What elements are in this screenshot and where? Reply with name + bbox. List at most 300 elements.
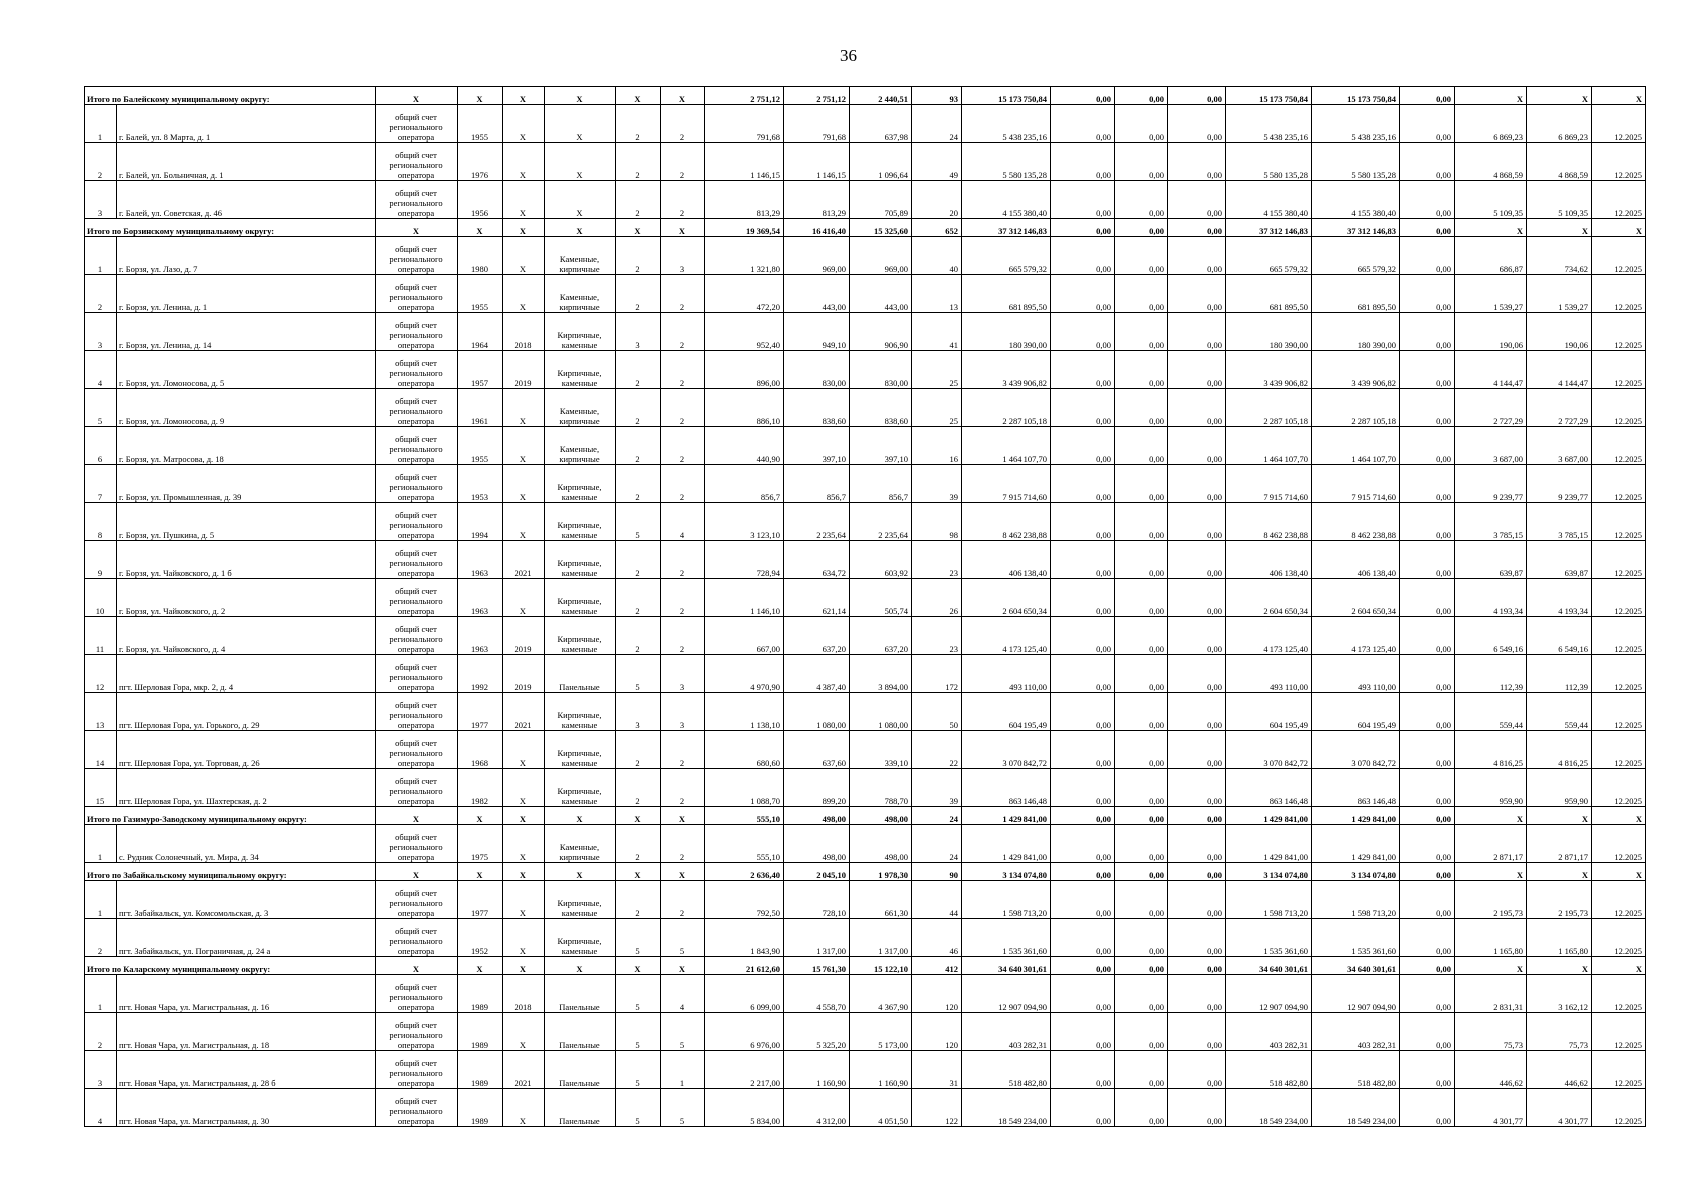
cell-area-residential: 397,10 <box>850 427 912 465</box>
cell-cost-regional: 0,00 <box>1115 919 1168 957</box>
cell-cost-federal: 0,00 <box>1051 1013 1115 1051</box>
cell-wall-material: Кирпичные, каменные <box>545 313 616 351</box>
cell-area-premises: 813,29 <box>784 181 850 219</box>
cell-year-built: 1989 <box>458 1051 503 1089</box>
cell-address: пгт. Забайкальск, ул. Комсомольская, д. 3 <box>117 881 376 919</box>
cell-area-residential: 856,7 <box>850 465 912 503</box>
cell-cost-total: 4 155 380,40 <box>962 181 1051 219</box>
cell-cost-owners: 3 439 906,82 <box>1226 351 1312 389</box>
cell-floors: 5 <box>616 1089 661 1127</box>
subtotal-label: Итого по Забайкальскому муниципальному округу: <box>85 863 376 881</box>
cell-fund-method: общий счет регионального оператора <box>376 731 458 769</box>
cell-area-premises: 397,10 <box>784 427 850 465</box>
cell-cost-owners: 406 138,40 <box>1226 541 1312 579</box>
cell-cost-owners: 5 580 135,28 <box>1226 143 1312 181</box>
cell-cost-total: 180 390,00 <box>962 313 1051 351</box>
cell-floors: 2 <box>616 143 661 181</box>
cell-year-built: 1963 <box>458 541 503 579</box>
cell-cost-other: 0,00 <box>1400 181 1455 219</box>
cell-residents: 13 <box>912 275 962 313</box>
cell-year-built: 1982 <box>458 769 503 807</box>
cell-row-number: 2 <box>85 1013 117 1051</box>
cell-cost-total-2: 2 287 105,18 <box>1312 389 1400 427</box>
cell-fund-method: общий счет регионального оператора <box>376 237 458 275</box>
cell-total-area: 680,60 <box>705 731 784 769</box>
cell-cost-federal: 0,00 <box>1051 181 1115 219</box>
cell-deadline: 12.2025 <box>1592 975 1646 1013</box>
cell-year-built: X <box>458 219 503 237</box>
cell-year-repair: X <box>503 769 545 807</box>
cell-cost-regional: 0,00 <box>1115 655 1168 693</box>
cell-total-area: 813,29 <box>705 181 784 219</box>
cell-entrances: 2 <box>661 275 705 313</box>
cell-year-built: 1956 <box>458 181 503 219</box>
cell-total-area: 6 099,00 <box>705 975 784 1013</box>
cell-total-area: 1 088,70 <box>705 769 784 807</box>
cell-area-premises: 838,60 <box>784 389 850 427</box>
cell-cost-total-2: 1 464 107,70 <box>1312 427 1400 465</box>
cell-cost-federal: 0,00 <box>1051 693 1115 731</box>
cell-cost-total: 1 598 713,20 <box>962 881 1051 919</box>
cell-entrances: 2 <box>661 769 705 807</box>
cell-residents: 23 <box>912 617 962 655</box>
cell-address: пгт. Шерловая Гора, ул. Шахтерская, д. 2 <box>117 769 376 807</box>
cell-cost-total: 493 110,00 <box>962 655 1051 693</box>
cell-cost-local: 0,00 <box>1168 389 1226 427</box>
cell-residents: 122 <box>912 1089 962 1127</box>
cell-limit-cost: 3 162,12 <box>1527 975 1592 1013</box>
cell-area-residential: 1 978,30 <box>850 863 912 881</box>
table-row <box>85 617 1646 655</box>
cell-area-premises: 728,10 <box>784 881 850 919</box>
cell-deadline: 12.2025 <box>1592 731 1646 769</box>
cell-cost-total: 665 579,32 <box>962 237 1051 275</box>
cell-limit-cost: 446,62 <box>1527 1051 1592 1089</box>
cell-cost-total: 12 907 094,90 <box>962 975 1051 1013</box>
cell-area-premises: 1 080,00 <box>784 693 850 731</box>
cell-cost-local: 0,00 <box>1168 275 1226 313</box>
cell-cost-federal: 0,00 <box>1051 1089 1115 1127</box>
table-row <box>85 541 1646 579</box>
cell-total-area: 1 138,10 <box>705 693 784 731</box>
cell-unit-cost: 5 109,35 <box>1455 181 1527 219</box>
housing-repair-register-table <box>84 86 1646 1127</box>
cell-address: г. Борзя, ул. Пушкина, д. 5 <box>117 503 376 541</box>
cell-wall-material: Кирпичные, каменные <box>545 731 616 769</box>
cell-cost-total-2: 8 462 238,88 <box>1312 503 1400 541</box>
cell-cost-regional: 0,00 <box>1115 181 1168 219</box>
cell-entrances: 2 <box>661 881 705 919</box>
cell-total-area: 472,20 <box>705 275 784 313</box>
cell-cost-other: 0,00 <box>1400 219 1455 237</box>
cell-cost-local: 0,00 <box>1168 237 1226 275</box>
cell-residents: 50 <box>912 693 962 731</box>
subtotal-label: Итого по Газимуро-Заводскому муниципальному округу: <box>85 807 376 825</box>
cell-year-repair: X <box>503 427 545 465</box>
cell-floors: X <box>616 957 661 975</box>
cell-year-built: 1989 <box>458 975 503 1013</box>
cell-area-residential: 969,00 <box>850 237 912 275</box>
cell-area-premises: 1 146,15 <box>784 143 850 181</box>
cell-residents: 39 <box>912 465 962 503</box>
cell-deadline: 12.2025 <box>1592 1013 1646 1051</box>
cell-cost-federal: 0,00 <box>1051 769 1115 807</box>
cell-area-residential: 661,30 <box>850 881 912 919</box>
cell-cost-federal: 0,00 <box>1051 389 1115 427</box>
cell-cost-total-2: 37 312 146,83 <box>1312 219 1400 237</box>
cell-cost-owners: 681 895,50 <box>1226 275 1312 313</box>
cell-cost-total-2: 1 535 361,60 <box>1312 919 1400 957</box>
cell-fund-method: общий счет регионального оператора <box>376 351 458 389</box>
cell-residents: 412 <box>912 957 962 975</box>
cell-area-premises: 443,00 <box>784 275 850 313</box>
cell-year-repair: 2019 <box>503 655 545 693</box>
cell-cost-regional: 0,00 <box>1115 863 1168 881</box>
cell-residents: 23 <box>912 541 962 579</box>
cell-area-premises: 2 751,12 <box>784 87 850 105</box>
cell-entrances: 5 <box>661 919 705 957</box>
cell-year-repair: X <box>503 181 545 219</box>
cell-limit-cost: 75,73 <box>1527 1013 1592 1051</box>
cell-wall-material: Кирпичные, каменные <box>545 503 616 541</box>
cell-cost-local: 0,00 <box>1168 825 1226 863</box>
cell-cost-other: 0,00 <box>1400 579 1455 617</box>
cell-cost-total-2: 1 429 841,00 <box>1312 807 1400 825</box>
cell-limit-cost: X <box>1527 219 1592 237</box>
cell-area-residential: 788,70 <box>850 769 912 807</box>
subtotal-label: Итого по Каларскому муниципальному округу: <box>85 957 376 975</box>
cell-wall-material: Панельные <box>545 1089 616 1127</box>
cell-limit-cost: 3 687,00 <box>1527 427 1592 465</box>
cell-limit-cost: 4 301,77 <box>1527 1089 1592 1127</box>
cell-cost-other: 0,00 <box>1400 143 1455 181</box>
cell-cost-regional: 0,00 <box>1115 957 1168 975</box>
cell-cost-other: 0,00 <box>1400 503 1455 541</box>
cell-entrances: 2 <box>661 825 705 863</box>
cell-cost-total-2: 3 070 842,72 <box>1312 731 1400 769</box>
cell-cost-total: 18 549 234,00 <box>962 1089 1051 1127</box>
cell-cost-federal: 0,00 <box>1051 275 1115 313</box>
cell-unit-cost: 190,06 <box>1455 313 1527 351</box>
cell-cost-local: 0,00 <box>1168 731 1226 769</box>
table-row <box>85 769 1646 807</box>
cell-residents: 93 <box>912 87 962 105</box>
cell-address: г. Борзя, ул. Лазо, д. 7 <box>117 237 376 275</box>
cell-year-repair: X <box>503 731 545 769</box>
cell-deadline: 12.2025 <box>1592 181 1646 219</box>
cell-unit-cost: 959,90 <box>1455 769 1527 807</box>
cell-cost-local: 0,00 <box>1168 87 1226 105</box>
cell-year-built: 1953 <box>458 465 503 503</box>
cell-cost-total-2: 3 439 906,82 <box>1312 351 1400 389</box>
cell-year-repair: X <box>503 389 545 427</box>
cell-entrances: 2 <box>661 313 705 351</box>
cell-wall-material: Каменные, кирпичные <box>545 389 616 427</box>
cell-cost-other: 0,00 <box>1400 1089 1455 1127</box>
cell-year-repair: X <box>503 579 545 617</box>
cell-cost-total-2: 4 155 380,40 <box>1312 181 1400 219</box>
cell-limit-cost: 6 549,16 <box>1527 617 1592 655</box>
table-row <box>85 731 1646 769</box>
cell-unit-cost: 2 871,17 <box>1455 825 1527 863</box>
cell-unit-cost: 4 144,47 <box>1455 351 1527 389</box>
cell-unit-cost: 6 869,23 <box>1455 105 1527 143</box>
cell-total-area: 5 834,00 <box>705 1089 784 1127</box>
table-row <box>85 975 1646 1013</box>
cell-cost-regional: 0,00 <box>1115 807 1168 825</box>
cell-wall-material: Кирпичные, каменные <box>545 579 616 617</box>
cell-cost-regional: 0,00 <box>1115 1013 1168 1051</box>
cell-area-residential: 505,74 <box>850 579 912 617</box>
cell-cost-total: 3 134 074,80 <box>962 863 1051 881</box>
cell-fund-method: общий счет регионального оператора <box>376 881 458 919</box>
cell-wall-material: X <box>545 219 616 237</box>
cell-deadline: 12.2025 <box>1592 881 1646 919</box>
cell-row-number: 7 <box>85 465 117 503</box>
cell-cost-owners: 7 915 714,60 <box>1226 465 1312 503</box>
cell-entrances: 2 <box>661 731 705 769</box>
cell-cost-total: 5 580 135,28 <box>962 143 1051 181</box>
cell-cost-federal: 0,00 <box>1051 313 1115 351</box>
cell-area-premises: 637,20 <box>784 617 850 655</box>
cell-fund-method: общий счет регионального оператора <box>376 1013 458 1051</box>
cell-year-built: 1994 <box>458 503 503 541</box>
cell-cost-federal: 0,00 <box>1051 87 1115 105</box>
cell-entrances: 3 <box>661 237 705 275</box>
cell-address: г. Борзя, ул. Чайковского, д. 4 <box>117 617 376 655</box>
cell-limit-cost: 559,44 <box>1527 693 1592 731</box>
cell-floors: 5 <box>616 975 661 1013</box>
cell-limit-cost: 2 871,17 <box>1527 825 1592 863</box>
cell-total-area: 555,10 <box>705 807 784 825</box>
cell-limit-cost: 190,06 <box>1527 313 1592 351</box>
cell-area-residential: 838,60 <box>850 389 912 427</box>
cell-unit-cost: 3 687,00 <box>1455 427 1527 465</box>
cell-cost-federal: 0,00 <box>1051 825 1115 863</box>
cell-cost-other: 0,00 <box>1400 655 1455 693</box>
cell-deadline: X <box>1592 219 1646 237</box>
cell-entrances: 2 <box>661 105 705 143</box>
cell-year-repair: 2019 <box>503 617 545 655</box>
cell-cost-local: 0,00 <box>1168 769 1226 807</box>
cell-cost-total-2: 518 482,80 <box>1312 1051 1400 1089</box>
cell-area-residential: 637,98 <box>850 105 912 143</box>
cell-cost-other: 0,00 <box>1400 769 1455 807</box>
cell-cost-owners: 2 287 105,18 <box>1226 389 1312 427</box>
cell-cost-local: 0,00 <box>1168 1013 1226 1051</box>
cell-cost-total: 3 070 842,72 <box>962 731 1051 769</box>
cell-limit-cost: X <box>1527 87 1592 105</box>
cell-fund-method: X <box>376 957 458 975</box>
cell-cost-regional: 0,00 <box>1115 219 1168 237</box>
cell-entrances: X <box>661 807 705 825</box>
cell-deadline: X <box>1592 957 1646 975</box>
table-row <box>85 579 1646 617</box>
cell-row-number: 1 <box>85 237 117 275</box>
cell-floors: 2 <box>616 427 661 465</box>
cell-unit-cost: 2 195,73 <box>1455 881 1527 919</box>
cell-entrances: 2 <box>661 541 705 579</box>
cell-residents: 41 <box>912 313 962 351</box>
cell-floors: 2 <box>616 769 661 807</box>
cell-year-repair: X <box>503 143 545 181</box>
cell-fund-method: общий счет регионального оператора <box>376 975 458 1013</box>
cell-cost-regional: 0,00 <box>1115 87 1168 105</box>
cell-area-premises: 637,60 <box>784 731 850 769</box>
cell-cost-total: 681 895,50 <box>962 275 1051 313</box>
cell-area-residential: 2 235,64 <box>850 503 912 541</box>
cell-cost-local: 0,00 <box>1168 975 1226 1013</box>
cell-limit-cost: 959,90 <box>1527 769 1592 807</box>
cell-cost-regional: 0,00 <box>1115 313 1168 351</box>
cell-cost-owners: 4 173 125,40 <box>1226 617 1312 655</box>
cell-cost-federal: 0,00 <box>1051 237 1115 275</box>
cell-limit-cost: 5 109,35 <box>1527 181 1592 219</box>
cell-total-area: 1 146,10 <box>705 579 784 617</box>
cell-cost-owners: 34 640 301,61 <box>1226 957 1312 975</box>
cell-year-repair: X <box>503 825 545 863</box>
cell-limit-cost: 1 539,27 <box>1527 275 1592 313</box>
cell-cost-regional: 0,00 <box>1115 975 1168 1013</box>
table-row <box>85 181 1646 219</box>
cell-area-premises: 899,20 <box>784 769 850 807</box>
cell-area-residential: 1 080,00 <box>850 693 912 731</box>
cell-cost-local: 0,00 <box>1168 655 1226 693</box>
cell-cost-total: 15 173 750,84 <box>962 87 1051 105</box>
cell-unit-cost: 4 193,34 <box>1455 579 1527 617</box>
cell-residents: 22 <box>912 731 962 769</box>
cell-deadline: 12.2025 <box>1592 313 1646 351</box>
cell-row-number: 2 <box>85 919 117 957</box>
cell-cost-federal: 0,00 <box>1051 1051 1115 1089</box>
cell-total-area: 440,90 <box>705 427 784 465</box>
cell-area-residential: 443,00 <box>850 275 912 313</box>
cell-cost-other: 0,00 <box>1400 881 1455 919</box>
cell-cost-other: 0,00 <box>1400 465 1455 503</box>
cell-unit-cost: 559,44 <box>1455 693 1527 731</box>
cell-cost-regional: 0,00 <box>1115 881 1168 919</box>
cell-year-built: 1961 <box>458 389 503 427</box>
cell-cost-other: 0,00 <box>1400 541 1455 579</box>
cell-cost-local: 0,00 <box>1168 579 1226 617</box>
cell-area-premises: 1 317,00 <box>784 919 850 957</box>
cell-cost-other: 0,00 <box>1400 1051 1455 1089</box>
cell-wall-material: Каменные, кирпичные <box>545 237 616 275</box>
cell-residents: 39 <box>912 769 962 807</box>
cell-area-premises: 621,14 <box>784 579 850 617</box>
cell-area-residential: 339,10 <box>850 731 912 769</box>
cell-area-premises: 634,72 <box>784 541 850 579</box>
cell-cost-total: 8 462 238,88 <box>962 503 1051 541</box>
cell-floors: X <box>616 219 661 237</box>
cell-cost-owners: 493 110,00 <box>1226 655 1312 693</box>
cell-unit-cost: 75,73 <box>1455 1013 1527 1051</box>
cell-total-area: 1 146,15 <box>705 143 784 181</box>
cell-cost-regional: 0,00 <box>1115 465 1168 503</box>
cell-area-residential: 498,00 <box>850 807 912 825</box>
cell-unit-cost: X <box>1455 807 1527 825</box>
cell-entrances: 2 <box>661 143 705 181</box>
cell-cost-total: 1 429 841,00 <box>962 807 1051 825</box>
cell-cost-federal: 0,00 <box>1051 105 1115 143</box>
cell-deadline: 12.2025 <box>1592 1089 1646 1127</box>
table-row <box>85 313 1646 351</box>
cell-cost-local: 0,00 <box>1168 313 1226 351</box>
cell-address: пгт. Новая Чара, ул. Магистральная, д. 30 <box>117 1089 376 1127</box>
cell-row-number: 5 <box>85 389 117 427</box>
cell-cost-owners: 518 482,80 <box>1226 1051 1312 1089</box>
cell-wall-material: Каменные, кирпичные <box>545 825 616 863</box>
cell-cost-owners: 604 195,49 <box>1226 693 1312 731</box>
cell-cost-local: 0,00 <box>1168 465 1226 503</box>
cell-cost-owners: 18 549 234,00 <box>1226 1089 1312 1127</box>
cell-cost-local: 0,00 <box>1168 427 1226 465</box>
cell-cost-local: 0,00 <box>1168 143 1226 181</box>
cell-cost-regional: 0,00 <box>1115 617 1168 655</box>
cell-address: г. Борзя, ул. Промышленная, д. 39 <box>117 465 376 503</box>
cell-wall-material: X <box>545 863 616 881</box>
cell-entrances: 3 <box>661 655 705 693</box>
cell-limit-cost: 6 869,23 <box>1527 105 1592 143</box>
cell-cost-federal: 0,00 <box>1051 503 1115 541</box>
cell-total-area: 886,10 <box>705 389 784 427</box>
cell-cost-total: 2 287 105,18 <box>962 389 1051 427</box>
cell-total-area: 555,10 <box>705 825 784 863</box>
cell-cost-other: 0,00 <box>1400 825 1455 863</box>
cell-cost-other: 0,00 <box>1400 275 1455 313</box>
cell-address: пгт. Новая Чара, ул. Магистральная, д. 16 <box>117 975 376 1013</box>
cell-deadline: X <box>1592 87 1646 105</box>
cell-cost-federal: 0,00 <box>1051 807 1115 825</box>
cell-cost-federal: 0,00 <box>1051 957 1115 975</box>
cell-cost-total-2: 15 173 750,84 <box>1312 87 1400 105</box>
cell-cost-owners: 180 390,00 <box>1226 313 1312 351</box>
cell-cost-federal: 0,00 <box>1051 541 1115 579</box>
cell-row-number: 1 <box>85 825 117 863</box>
cell-year-repair: X <box>503 87 545 105</box>
subtotal-row <box>85 807 1646 825</box>
cell-year-repair: 2018 <box>503 975 545 1013</box>
cell-year-repair: X <box>503 503 545 541</box>
cell-limit-cost: 4 816,25 <box>1527 731 1592 769</box>
cell-fund-method: общий счет регионального оператора <box>376 825 458 863</box>
cell-fund-method: общий счет регионального оператора <box>376 465 458 503</box>
cell-year-built: 1976 <box>458 143 503 181</box>
cell-area-residential: 1 096,64 <box>850 143 912 181</box>
cell-address: г. Борзя, ул. Ломоносова, д. 9 <box>117 389 376 427</box>
cell-limit-cost: 734,62 <box>1527 237 1592 275</box>
table-row <box>85 237 1646 275</box>
cell-area-residential: 5 173,00 <box>850 1013 912 1051</box>
table-row <box>85 351 1646 389</box>
subtotal-label: Итого по Балейскому муниципальному округу: <box>85 87 376 105</box>
cell-year-built: 1963 <box>458 579 503 617</box>
cell-cost-regional: 0,00 <box>1115 389 1168 427</box>
cell-cost-federal: 0,00 <box>1051 351 1115 389</box>
cell-area-premises: 791,68 <box>784 105 850 143</box>
cell-address: г. Борзя, ул. Матросова, д. 18 <box>117 427 376 465</box>
table-row <box>85 1089 1646 1127</box>
cell-total-area: 21 612,60 <box>705 957 784 975</box>
cell-residents: 120 <box>912 975 962 1013</box>
cell-year-repair: X <box>503 957 545 975</box>
cell-cost-other: 0,00 <box>1400 87 1455 105</box>
cell-unit-cost: 9 239,77 <box>1455 465 1527 503</box>
cell-row-number: 11 <box>85 617 117 655</box>
cell-wall-material: X <box>545 105 616 143</box>
cell-cost-federal: 0,00 <box>1051 975 1115 1013</box>
cell-cost-total: 1 464 107,70 <box>962 427 1051 465</box>
